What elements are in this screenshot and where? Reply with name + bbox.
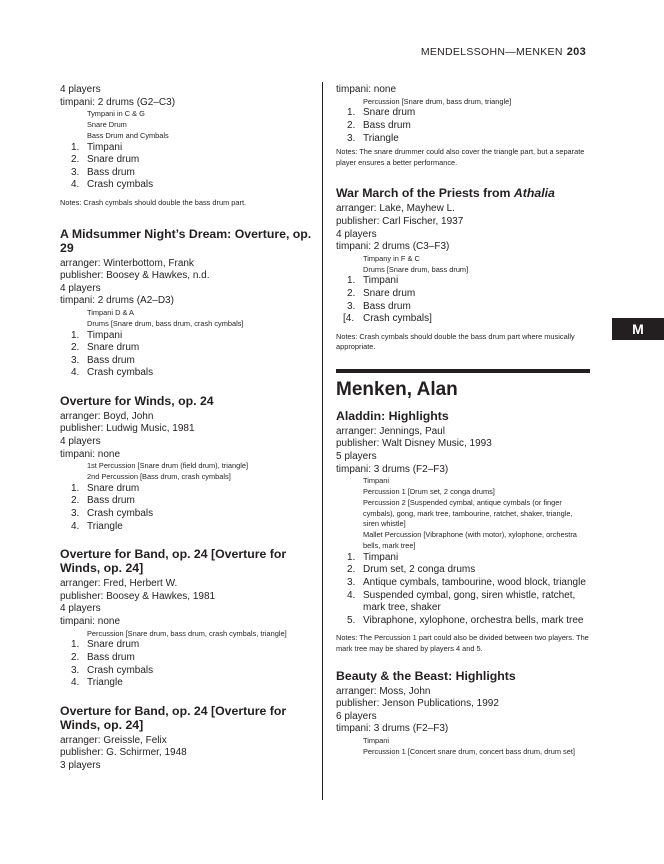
list-item: [4. Crash cymbals] (343, 313, 432, 325)
timpani: timpani: 2 drums (C3–F3) (336, 241, 450, 253)
list-item: 1. Timpani (71, 141, 123, 153)
part: Timpany in F & C (363, 253, 420, 263)
note: Notes: The Percussion 1 part could also be divided between two players. The mark tree may be shared by players 4 and 5. (336, 633, 589, 653)
timpani: timpani: 3 drums (F2–F3) (336, 463, 449, 475)
list-item: 5. Vibraphone, xylophone, orchestra bells, mark tree (347, 614, 584, 626)
publisher: publisher: Walt Disney Music, 1993 (336, 438, 492, 450)
players: 4 players (60, 436, 101, 448)
players: 4 players (336, 228, 377, 240)
entry-midsummer (60, 227, 316, 380)
list-item: 2. Snare drum (71, 342, 140, 354)
players: 4 players (60, 84, 101, 95)
part: 2nd Percussion [Bass drum, crash cymbals] (87, 472, 231, 482)
players: 3 players (60, 759, 101, 771)
list-item: 4. Suspended cymbal, gong, siren whistle, ratchet, mark tree, shaker (347, 589, 576, 614)
part: Tympani in C & G (87, 109, 145, 119)
list-item: 1. Snare drum (71, 482, 140, 494)
column-divider (322, 82, 323, 800)
list-item: 3. Bass drum (71, 354, 135, 366)
list-item: 3. Antique cymbals, tambourine, wood block, triangle (347, 577, 586, 589)
part: Timpani (363, 476, 390, 486)
part: Percussion [Snare drum, bass drum, crash cymbals, triangle] (87, 628, 287, 638)
left-column (60, 84, 316, 773)
list-item: 4. Triangle (71, 520, 123, 532)
entry-overture-band-greissle (60, 704, 316, 773)
list-item: 2. Snare drum (347, 287, 416, 299)
part: Percussion 2 [Suspended cymbal, antique cymbals (or finger cymbals), gong, mark tree, tambourine, ratchet, shaker, triangle, siren whistle] (363, 497, 573, 529)
list-item: 3. Crash cymbals (71, 664, 154, 676)
list-item: 2. Drum set, 2 conga drums (347, 564, 476, 576)
note: Notes: Crash cymbals should double the bass drum part. (60, 197, 247, 207)
part: Mallet Percussion [Vibraphone (with motor), xylophone, orchestra bells, mark tree] (363, 530, 577, 551)
part: Drums [Snare drum, bass drum] (363, 264, 469, 274)
part: Percussion 1 [Drum set, 2 conga drums] (363, 487, 495, 497)
entry-beauty-beast (336, 669, 590, 758)
note: Notes: Crash cymbals should double the bass drum part where musically appropriate. (336, 331, 575, 352)
entry-title: Overture for Band, op. 24 [Overture for Winds, op. 24] (60, 547, 287, 576)
list-item: 4. Crash cymbals (71, 179, 154, 191)
list-item: 1. Timpani (347, 551, 399, 563)
entry-overture-winds (60, 394, 316, 533)
publisher: publisher: Carl Fischer, 1937 (336, 215, 464, 227)
list-item: 1. Timpani (71, 329, 123, 341)
arranger: arranger: Fred, Herbert W. (60, 578, 178, 590)
players: 5 players (336, 451, 377, 463)
entry-overture-band-fred (60, 547, 316, 690)
entry-title: A Midsummer Night’s Dream: Overture, op. 29 (60, 226, 312, 255)
list-item: 2. Bass drum (71, 495, 135, 507)
list-item: 3. Crash cymbals (71, 508, 154, 520)
list-item: 2. Bass drum (71, 652, 135, 663)
composer-rule (336, 369, 590, 373)
publisher: publisher: Ludwig Music, 1981 (60, 423, 195, 435)
continued-entry (336, 84, 590, 168)
entry-title: Overture for Winds, op. 24 (60, 393, 214, 408)
timpani: timpani: none (60, 448, 121, 460)
arranger: arranger: Jennings, Paul (336, 425, 445, 437)
list-item: 1. Snare drum (71, 639, 140, 651)
list-item: 1. Timpani (347, 275, 399, 287)
timpani: timpani: 3 drums (F2–F3) (336, 723, 449, 735)
page-number: 203 (566, 46, 586, 58)
list-item: 4. Triangle (71, 677, 123, 689)
list-item: 1. Snare drum (347, 107, 416, 119)
running-header (421, 46, 586, 58)
running-title: MENDELSSOHN—MENKEN (420, 46, 563, 58)
arranger: arranger: Boyd, John (60, 410, 154, 422)
right-column (336, 84, 590, 758)
timpani: timpani: 2 drums (A2–D3) (60, 295, 174, 307)
timpani: timpani: none (60, 616, 121, 628)
players: 6 players (336, 710, 377, 722)
publisher: publisher: Boosey & Hawkes, n.d. (60, 270, 210, 282)
part: Timpani (363, 735, 390, 745)
list-item: 3. Triangle (347, 132, 399, 144)
publisher: publisher: G. Schirmer, 1948 (60, 747, 187, 759)
note: Notes: The snare drummer could also cover the triangle part, but a separate player ensures a better performance. (336, 147, 585, 167)
list-item: 3. Bass drum (71, 166, 135, 178)
entry-title: Overture for Band, op. 24 [Overture for Winds, op. 24] (60, 703, 287, 732)
part: Timpani D & A (87, 307, 134, 317)
arranger: arranger: Winterbottom, Frank (60, 257, 194, 269)
list-item: 4. Crash cymbals (71, 367, 154, 379)
entry-title: Beauty & the Beast: Highlights (336, 668, 516, 683)
list-item: 3. Bass drum (347, 300, 411, 312)
composer-heading: Menken, Alan (336, 378, 458, 400)
entry-title: Aladdin: Highlights (336, 408, 449, 423)
arranger: arranger: Greissle, Felix (60, 734, 167, 746)
entry-aladdin (336, 409, 590, 655)
arranger: arranger: Moss, John (336, 685, 431, 697)
part: Bass Drum and Cymbals (87, 130, 169, 140)
list-item: 2. Snare drum (71, 154, 140, 166)
part: 1st Percussion [Snare drum (field drum), triangle] (87, 461, 249, 471)
publisher: publisher: Boosey & Hawkes, 1981 (60, 590, 216, 602)
list-item: 2. Bass drum (347, 119, 411, 131)
section-tab[interactable]: M (612, 318, 664, 340)
timpani: timpani: none (336, 84, 397, 95)
players: 4 players (60, 282, 101, 294)
publisher: publisher: Jenson Publications, 1992 (336, 698, 499, 710)
part: Percussion 1 [Concert snare drum, concert bass drum, drum set] (363, 746, 575, 756)
timpani: timpani: 2 drums (G2–C3) (60, 96, 176, 108)
continued-entry (60, 84, 316, 209)
part: Drums [Snare drum, bass drum, crash cymbals] (87, 318, 244, 328)
players: 4 players (60, 603, 101, 615)
entry-title: War March of the Priests from Athalia (336, 186, 555, 201)
arranger: arranger: Lake, Mayhew L. (336, 203, 455, 215)
part: Percussion [Snare drum, bass drum, triangle] (363, 96, 512, 106)
part: Snare Drum (87, 119, 127, 129)
entry-war-march (336, 186, 590, 353)
